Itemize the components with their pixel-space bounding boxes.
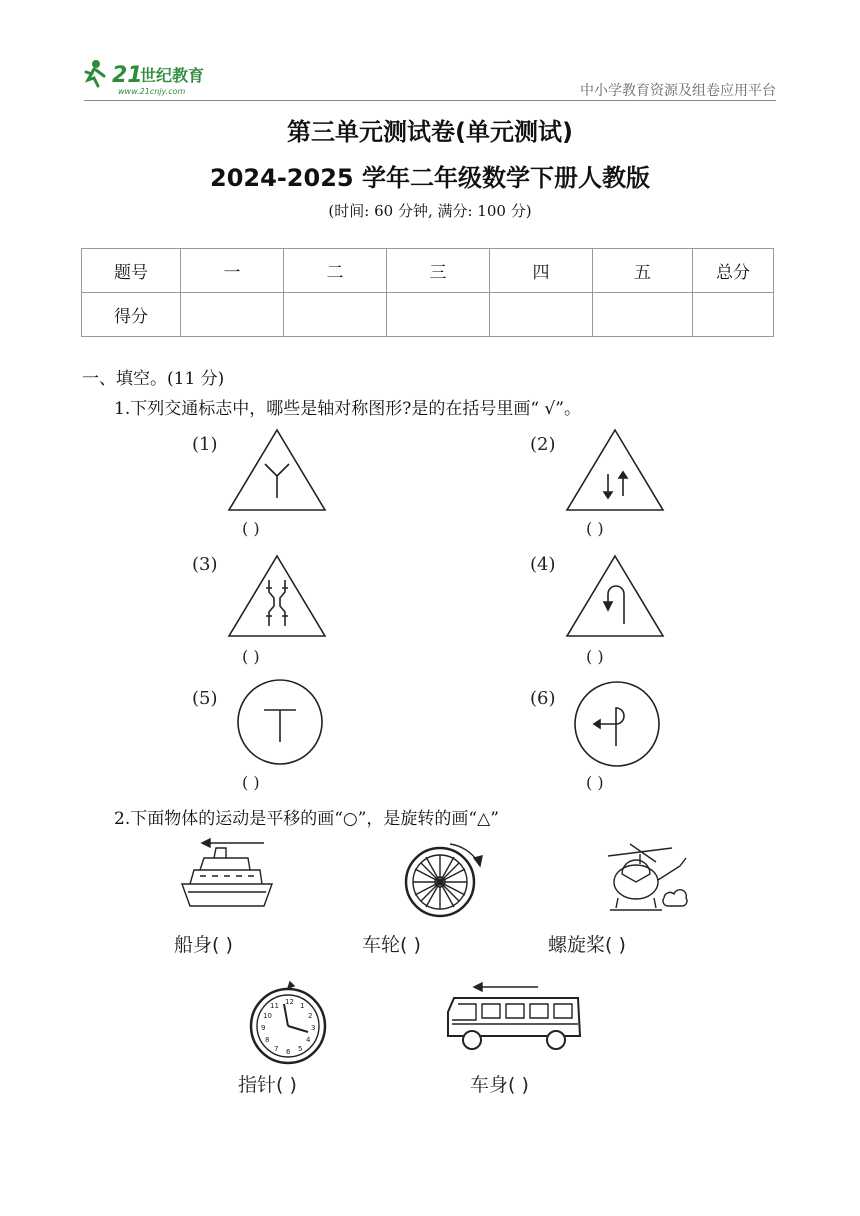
- svg-text:5: 5: [298, 1045, 303, 1053]
- score-entry[interactable]: [693, 293, 774, 337]
- sign-number: (1): [192, 434, 218, 455]
- table-cell: 二: [284, 249, 387, 293]
- score-table: [81, 248, 774, 337]
- table-cell: 四: [490, 249, 593, 293]
- item-label: 车身( ): [470, 1074, 529, 1096]
- page-title: 第三单元测试卷(单元测试): [287, 118, 573, 146]
- score-entry[interactable]: [387, 293, 490, 337]
- answer-paren[interactable]: ( ): [586, 519, 604, 538]
- svg-text:7: 7: [274, 1045, 279, 1053]
- svg-text:10: 10: [263, 1012, 272, 1020]
- narrow-bridge-icon: [266, 580, 288, 626]
- table-cell: 得分: [82, 293, 181, 337]
- svg-text:12: 12: [285, 998, 294, 1006]
- section-heading: 一、填空。(11 分): [82, 369, 225, 389]
- table-cell: 题号: [82, 249, 181, 293]
- score-entry[interactable]: [284, 293, 387, 337]
- ship-icon: [182, 839, 272, 906]
- traffic-signs: [180, 420, 700, 800]
- logo: [84, 56, 244, 98]
- svg-text:2: 2: [308, 1012, 313, 1020]
- header-divider: [84, 100, 776, 101]
- question-1: 1.下列交通标志中，哪些是轴对称图形?是的在括号里画“ √”。: [114, 399, 581, 419]
- sign-number: (6): [530, 688, 556, 709]
- wheel-icon: [406, 844, 482, 916]
- helicopter-icon: [608, 844, 687, 910]
- answer-paren[interactable]: ( ): [586, 773, 604, 792]
- question-2: 2.下面物体的运动是平移的画“○”，是旋转的画“△”: [114, 809, 499, 829]
- svg-text:9: 9: [261, 1024, 266, 1032]
- item-label: 车轮( ): [362, 934, 421, 956]
- svg-text:1: 1: [300, 1002, 305, 1010]
- y-fork-icon: [265, 464, 289, 498]
- svg-text:3: 3: [311, 1024, 316, 1032]
- page-subtitle: 2024-2025 学年二年级数学下册人教版: [210, 164, 650, 192]
- answer-paren[interactable]: ( ): [242, 773, 260, 792]
- item-label: 螺旋桨( ): [548, 934, 626, 956]
- motion-pictures: [160, 836, 720, 1106]
- exam-info: (时间: 60 分钟, 满分: 100 分): [328, 202, 532, 220]
- sign-number: (5): [192, 688, 218, 709]
- svg-text:6: 6: [286, 1048, 291, 1056]
- svg-text:世纪教育: 世纪教育: [140, 66, 205, 85]
- answer-paren[interactable]: ( ): [242, 519, 260, 538]
- table-cell: 五: [593, 249, 693, 293]
- table-cell: 一: [181, 249, 284, 293]
- sign-number: (3): [192, 554, 218, 575]
- score-entry[interactable]: [181, 293, 284, 337]
- u-turn-icon: [604, 586, 624, 624]
- two-way-arrows-icon: [604, 472, 627, 498]
- table-cell: 总分: [693, 249, 774, 293]
- table-row: [82, 249, 774, 293]
- table-row: [82, 293, 774, 337]
- clock-icon: [251, 982, 325, 1063]
- score-entry[interactable]: [490, 293, 593, 337]
- runner-icon: [86, 60, 104, 86]
- item-label: 指针( ): [238, 1074, 297, 1096]
- answer-paren[interactable]: ( ): [586, 647, 604, 666]
- left-turn-loop-icon: [594, 708, 624, 746]
- svg-text:www.21cnjy.com: www.21cnjy.com: [118, 87, 186, 96]
- table-cell: 三: [387, 249, 490, 293]
- sign-number: (4): [530, 554, 556, 575]
- t-junction-icon: [264, 710, 296, 742]
- bus-icon: [448, 983, 580, 1049]
- svg-text:21: 21: [112, 63, 143, 88]
- svg-text:8: 8: [265, 1036, 270, 1044]
- answer-paren[interactable]: ( ): [242, 647, 260, 666]
- platform-name: 中小学教育资源及组卷应用平台: [580, 83, 776, 99]
- svg-text:11: 11: [270, 1002, 279, 1010]
- svg-text:4: 4: [306, 1036, 311, 1044]
- item-label: 船身( ): [174, 934, 233, 956]
- sign-number: (2): [530, 434, 556, 455]
- score-entry[interactable]: [593, 293, 693, 337]
